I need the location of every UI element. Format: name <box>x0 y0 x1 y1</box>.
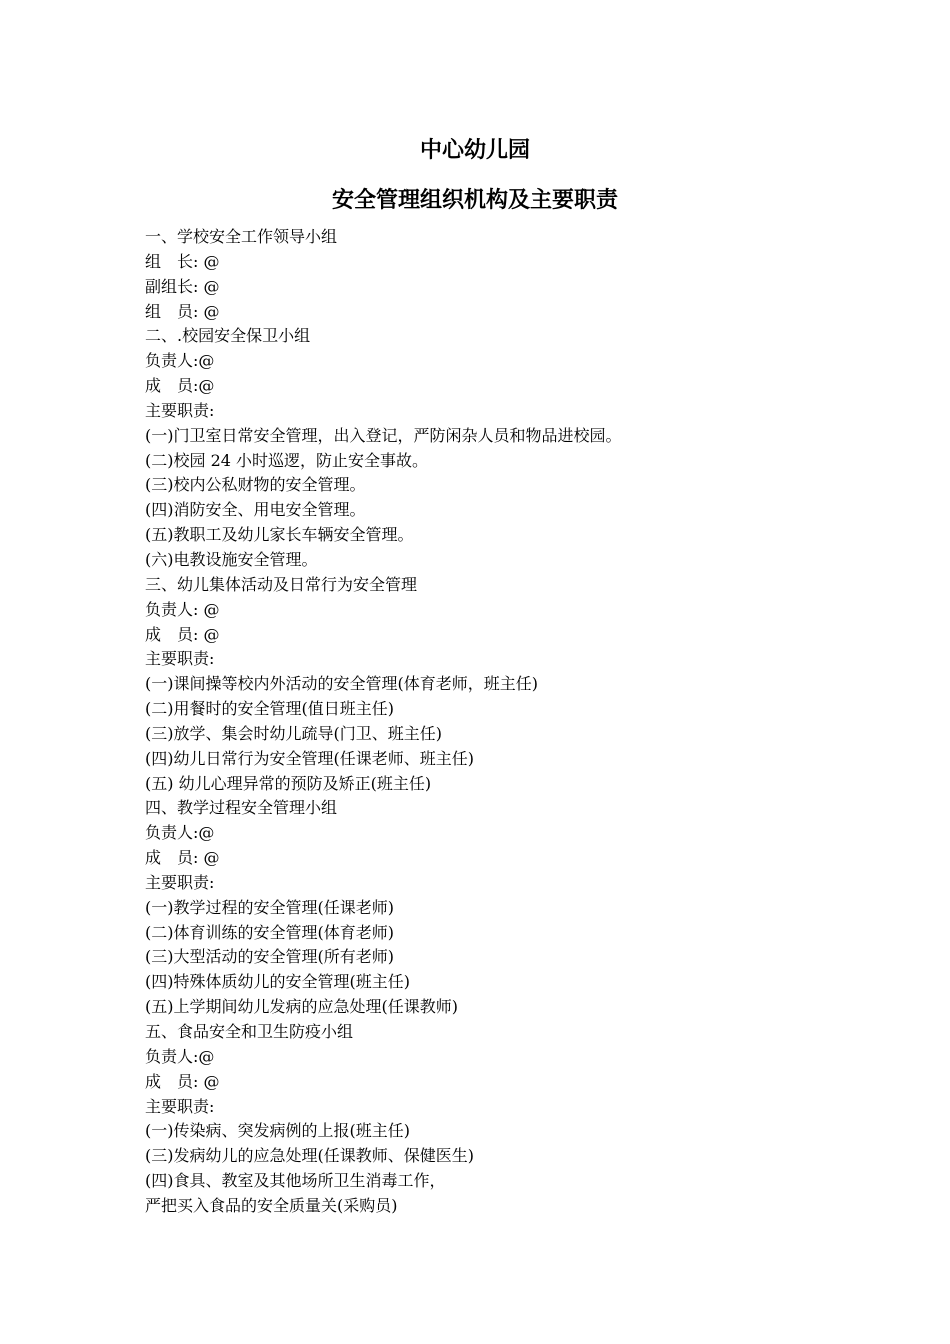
text-line: 负责人:@ <box>145 1046 215 1066</box>
text-line: (六)电教设施安全管理。 <box>145 549 318 569</box>
text-line: 主要职责: <box>145 1096 215 1116</box>
text-line: 组 员: @ <box>145 301 220 321</box>
text-line: (一)课间操等校内外活动的安全管理(体育老师，班主任) <box>145 674 538 694</box>
text-line: 组 长: @ <box>145 251 220 271</box>
text-line: 三、幼儿集体活动及日常行为安全管理 <box>145 574 418 594</box>
text-line: (四)食具、教室及其他场所卫生消毒工作， <box>145 1171 446 1191</box>
text-line: (一)传染病、突发病例的上报(班主任) <box>145 1121 410 1141</box>
text-line: (二)校园 24 小时巡逻，防止安全事故。 <box>145 450 429 470</box>
text-line: (四)幼儿日常行为安全管理(任课老师、班主任) <box>145 748 474 768</box>
text-line: (一)教学过程的安全管理(任课老师) <box>145 897 394 917</box>
text-line: 成 员: @ <box>145 624 220 644</box>
text-line: (一)门卫室日常安全管理，出入登记，严防闲杂人员和物品进校园。 <box>145 425 622 445</box>
text-line: 负责人:@ <box>145 351 215 371</box>
text-line: 成 员: @ <box>145 1071 220 1091</box>
document-subtitle: 安全管理组织机构及主要职责 <box>331 188 618 213</box>
document-title: 中心幼儿园 <box>419 138 530 163</box>
text-line: 二、.校园安全保卫小组 <box>145 326 311 346</box>
text-line: 成 员: @ <box>145 848 220 868</box>
text-line: 负责人: @ <box>145 599 220 619</box>
text-line: 副组长: @ <box>145 276 220 296</box>
text-line: 主要职责: <box>145 400 215 420</box>
text-line: (三)大型活动的安全管理(所有老师) <box>145 947 394 967</box>
text-line: (四)特殊体质幼儿的安全管理(班主任) <box>145 972 410 992</box>
text-line: (三)发病幼儿的应急处理(任课教师、保健医生) <box>145 1146 474 1166</box>
text-line: (二)用餐时的安全管理(值日班主任) <box>145 699 394 719</box>
text-line: (三)放学、集会时幼儿疏导(门卫、班主任) <box>145 723 442 743</box>
text-line: (三)校内公私财物的安全管理。 <box>145 475 366 495</box>
text-line: (五)上学期间幼儿发病的应急处理(任课教师) <box>145 997 458 1017</box>
text-line: 一、学校安全工作领导小组 <box>145 227 338 246</box>
text-line: 主要职责: <box>145 872 215 892</box>
text-line: (四)消防安全、用电安全管理。 <box>145 500 366 520</box>
text-line: (二)体育训练的安全管理(体育老师) <box>145 922 394 942</box>
text-line: (五) 幼儿心理异常的预防及矫正(班主任) <box>145 773 432 793</box>
document-body <box>145 225 845 1219</box>
text-line: 主要职责: <box>145 649 215 669</box>
text-line: 四、教学过程安全管理小组 <box>145 798 338 818</box>
text-line: 严把买入食品的安全质量关(采购员) <box>145 1195 398 1215</box>
text-line: 成 员:@ <box>145 376 215 396</box>
text-line: 负责人:@ <box>145 823 215 843</box>
text-line: (五)教职工及幼儿家长车辆安全管理。 <box>145 525 414 545</box>
text-line: 五、食品安全和卫生防疫小组 <box>145 1022 354 1041</box>
